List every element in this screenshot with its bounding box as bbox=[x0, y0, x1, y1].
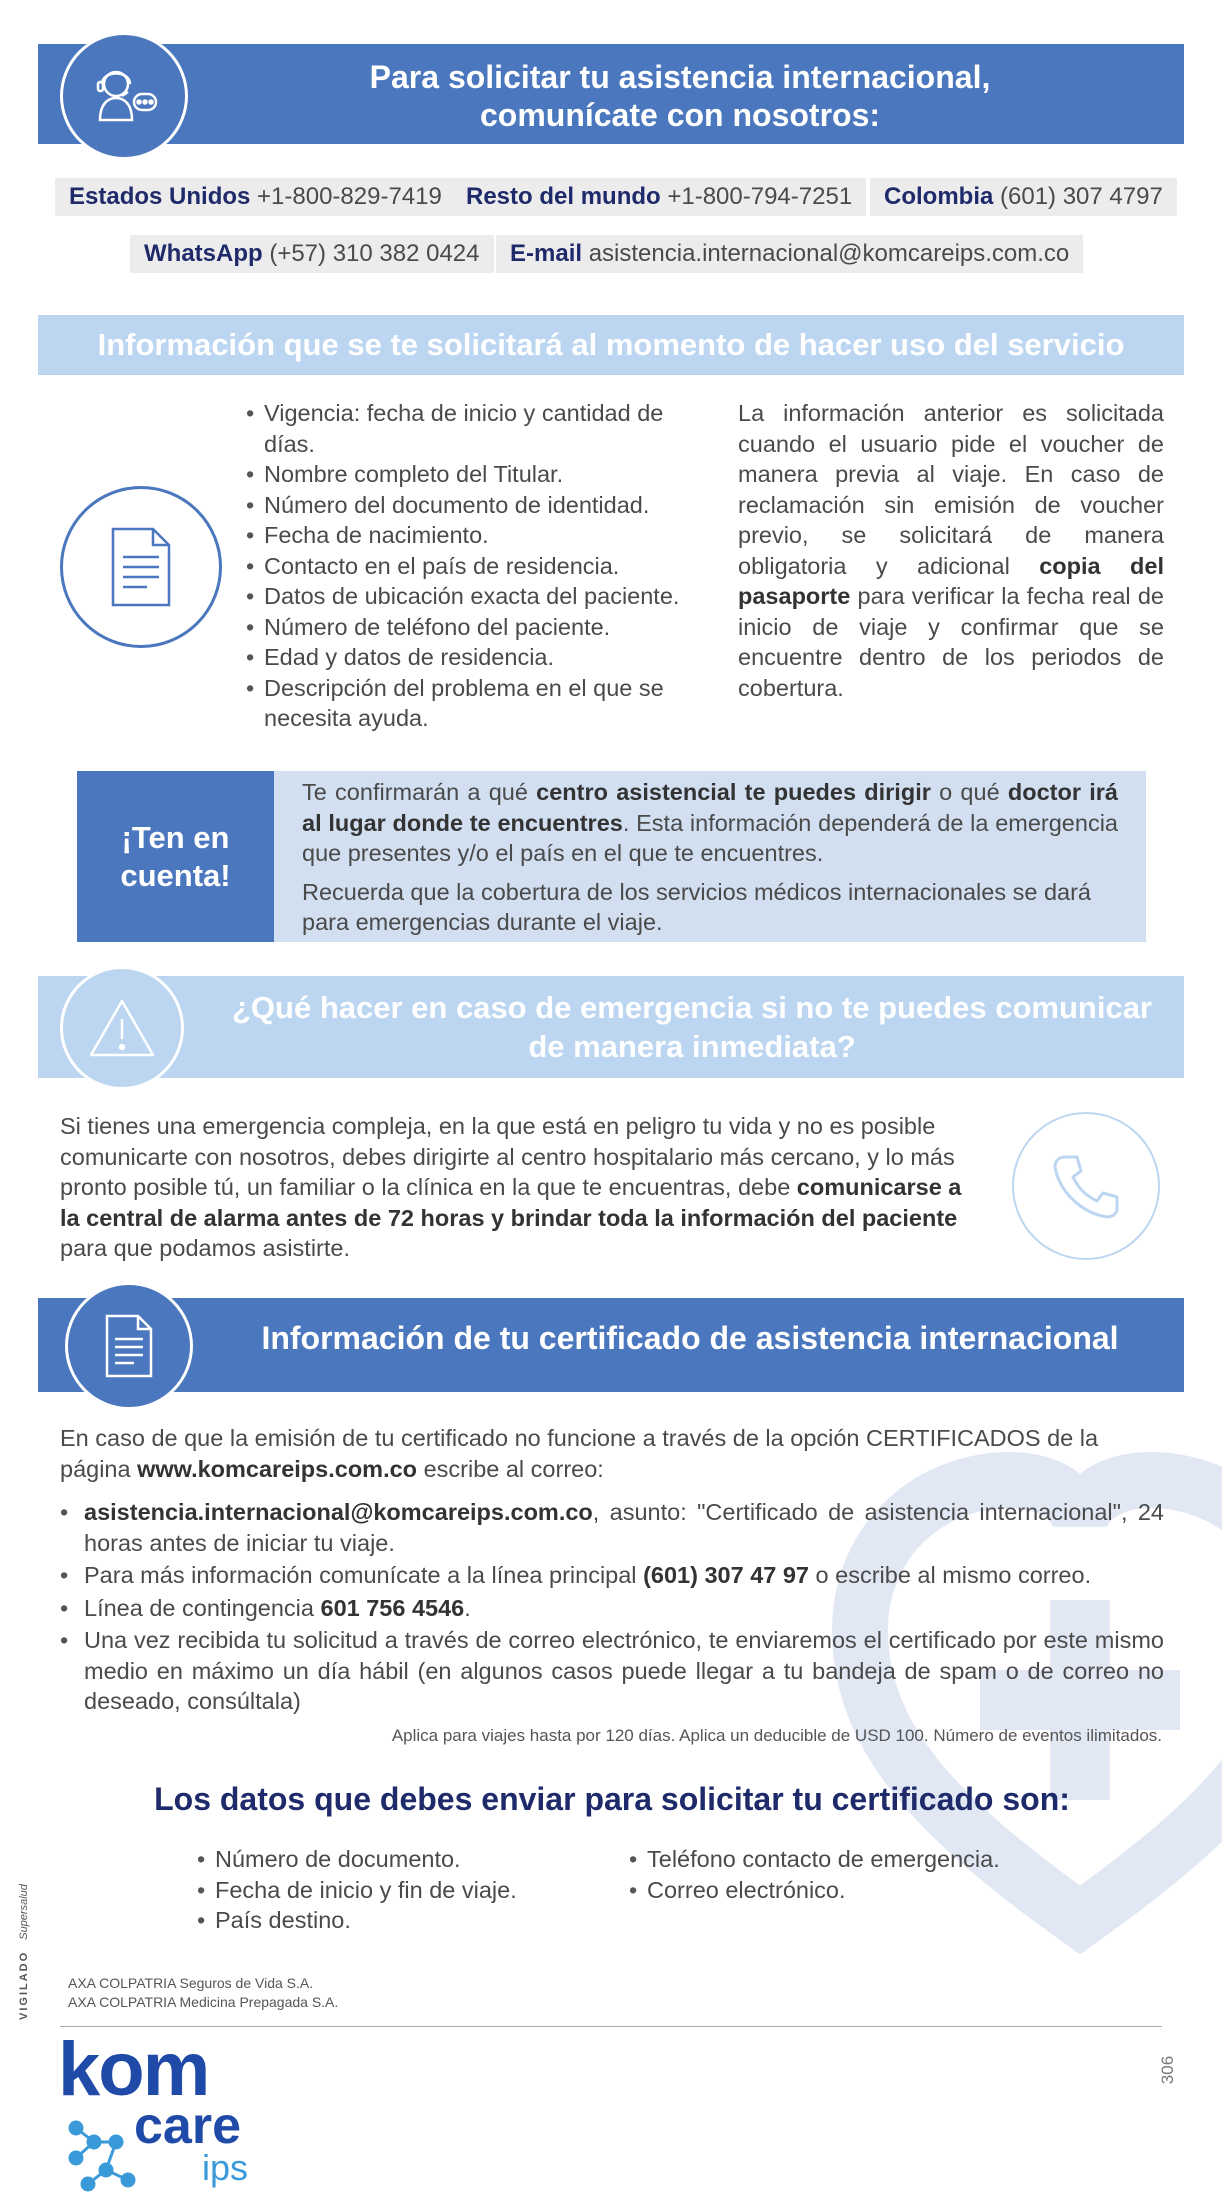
contact-world-label: Resto del mundo bbox=[466, 183, 661, 210]
certificate-b2-a: Para más información comunícate a la línea principal bbox=[84, 1562, 644, 1588]
note-p1-c: o qué bbox=[930, 779, 1008, 805]
footer-divider bbox=[60, 2026, 1162, 2027]
contact-usa-value[interactable]: +1-800-829-7419 bbox=[257, 183, 442, 210]
note-p1-b: centro asistencial te puedes dirigir bbox=[536, 779, 931, 805]
contact-email bbox=[496, 235, 1083, 273]
list-item: • Nombre completo del Titular. bbox=[246, 459, 686, 490]
certificate-b2-c: o escribe al mismo correo. bbox=[809, 1562, 1092, 1588]
phone-icon-circle bbox=[1012, 1112, 1160, 1260]
page-number: 306 bbox=[1158, 2055, 1177, 2085]
list-item: • Número de documento. bbox=[197, 1844, 597, 1875]
header-title-line1: Para solicitar tu asistencia internacional, bbox=[369, 59, 991, 95]
contact-usa bbox=[55, 178, 456, 216]
note-paragraph-1 bbox=[302, 777, 1118, 869]
contact-whatsapp-value[interactable]: (+57) 310 382 0424 bbox=[269, 240, 480, 267]
website-link[interactable]: www.komcareips.com.co bbox=[137, 1455, 418, 1482]
company-1: AXA COLPATRIA Seguros de Vida S.A. bbox=[68, 1975, 314, 1991]
emergency-text-a: Si tienes una emergencia compleja, en la que está en peligro tu vida y no es posible comunicarte con nosotros, debes dirigirte al centro hospitalario más cercano, y lo más pronto posible tú, un familiar o la clínica en la que te encuentras, debe bbox=[60, 1113, 955, 1200]
note-content-box bbox=[274, 771, 1146, 942]
header-title bbox=[180, 58, 1180, 134]
certificate-footnote: Aplica para viajes hasta por 120 días. Aplica un deducible de USD 100. Número de eventos ilimitados. bbox=[391, 1726, 1162, 1745]
list-item: • Vigencia: fecha de inicio y cantidad de días. bbox=[246, 398, 686, 459]
emergency-title bbox=[200, 988, 1184, 1066]
logo-care-text: care bbox=[134, 2097, 241, 2155]
list-item: • Una vez recibida tu solicitud a través de correo electrónico, te enviaremos el certificado por este mismo medio en máximo un día hábil (en algunos casos puede llegar a tu bandeja de spam o de correo no deseado, consúltala) bbox=[60, 1625, 1164, 1717]
list-item: • Número de teléfono del paciente. bbox=[246, 612, 686, 643]
requested-info-list bbox=[246, 398, 686, 734]
info-section-paragraph bbox=[738, 398, 1164, 703]
contact-email-value[interactable]: asistencia.internacional@komcareips.com.co bbox=[588, 240, 1070, 267]
company-2: AXA COLPATRIA Medicina Prepagada S.A. bbox=[68, 1994, 339, 2010]
document-icon bbox=[109, 525, 173, 609]
certificate-intro-a: En caso de que la emisión de tu certificado no funcione a través de la opción CERTIFICADOS de la página bbox=[60, 1425, 1099, 1482]
contact-colombia-value[interactable]: (601) 307 4797 bbox=[1000, 183, 1163, 210]
logo-kom-text: kom bbox=[58, 2027, 209, 2112]
vigilado-mark bbox=[18, 1820, 40, 2020]
emergency-title-line2: de manera inmediata? bbox=[528, 1029, 856, 1064]
note-label-box bbox=[77, 771, 274, 942]
note-label-line1: ¡Ten en bbox=[121, 819, 230, 855]
list-item bbox=[60, 1497, 1164, 1558]
footer-companies bbox=[68, 1974, 338, 2012]
list-item: • Teléfono contacto de emergencia. bbox=[629, 1844, 1069, 1875]
contact-whatsapp bbox=[130, 235, 494, 273]
list-item bbox=[60, 1593, 1164, 1624]
info-section-title: Información que se te solicitará al momento de hacer uso del servicio bbox=[97, 327, 1125, 362]
contact-colombia-label: Colombia bbox=[884, 183, 994, 210]
contact-usa-label: Estados Unidos bbox=[69, 183, 251, 210]
note-p1-a: Te confirmarán a qué bbox=[302, 779, 537, 805]
certificate-intro-c: escribe al correo: bbox=[417, 1455, 604, 1482]
list-item: • Correo electrónico. bbox=[629, 1875, 1069, 1906]
data-needed-title: Los datos que debes enviar para solicitar tu certificado son: bbox=[154, 1781, 1070, 1817]
note-label-line2: cuenta! bbox=[120, 857, 231, 893]
info-para-bold: copia del pasaporte bbox=[738, 552, 1164, 609]
note-paragraph-2: Recuerda que la cobertura de los servicios médicos internacionales se dará para emergencias durante el viaje. bbox=[302, 878, 1091, 935]
header-title-line2: comunícate con nosotros: bbox=[479, 97, 881, 133]
contact-world-value[interactable]: +1-800-794-7251 bbox=[667, 183, 853, 210]
certificate-intro bbox=[60, 1423, 1164, 1484]
main-line-number: (601) 307 47 97 bbox=[643, 1562, 809, 1588]
komcare-logo[interactable] bbox=[58, 2027, 258, 2196]
support-agent-icon bbox=[86, 58, 162, 134]
contact-email-label: E-mail bbox=[510, 240, 583, 267]
certificate-b3-a: Línea de contingencia bbox=[84, 1594, 321, 1621]
list-item: • Fecha de nacimiento. bbox=[246, 520, 686, 551]
certificate-b3-c: . bbox=[464, 1594, 471, 1621]
document-icon-circle bbox=[60, 486, 222, 648]
emergency-paragraph bbox=[60, 1111, 982, 1264]
info-para-part1: La información anterior es solicitada cuando el usuario pide el voucher de manera previa al viaje. En caso de reclamación sin emisión de voucher previo, se solicitará de manera obligatoria y adicional bbox=[738, 400, 1164, 579]
vigilado-text: VIGILADO bbox=[18, 1950, 30, 2020]
list-item: • Edad y datos de residencia. bbox=[246, 642, 686, 673]
certificate-icon-circle bbox=[65, 1282, 193, 1410]
certificate-title: Información de tu certificado de asistencia internacional bbox=[261, 1320, 1119, 1356]
info-para-part2: para verificar la fecha real de inicio de viaje y confirmar que se encuentre dentro de los periodos de cobertura. bbox=[738, 583, 1164, 701]
list-item: • País destino. bbox=[197, 1905, 597, 1936]
phone-icon bbox=[1051, 1151, 1121, 1221]
supersalud-text: Supersalud bbox=[18, 1884, 30, 1940]
contact-world bbox=[452, 178, 866, 216]
data-needed-col1 bbox=[197, 1844, 597, 1936]
logo-ips-text: ips bbox=[202, 2147, 249, 2188]
emergency-title-line1: ¿Qué hacer en caso de emergencia si no te puedes comunicar bbox=[232, 990, 1152, 1025]
contingency-line-number: 601 756 4546 bbox=[320, 1594, 465, 1621]
email-link[interactable]: asistencia.internacional@komcareips.com.co bbox=[84, 1499, 593, 1525]
contact-colombia bbox=[870, 178, 1177, 216]
warning-icon-circle bbox=[60, 966, 184, 1090]
list-item: • Número del documento de identidad. bbox=[246, 490, 686, 521]
emergency-text-c: para que podamos asistirte. bbox=[60, 1235, 350, 1261]
emergency-text-bold: comunicarse a la central de alarma antes de 72 horas y brindar toda la información del paciente bbox=[60, 1174, 962, 1231]
list-item: • Contacto en el país de residencia. bbox=[246, 551, 686, 582]
agent-icon-circle bbox=[60, 32, 188, 160]
certificate-b1-rest: , asunto: "Certificado de asistencia internacional", 24 horas antes de iniciar tu viaje. bbox=[84, 1499, 1164, 1556]
contact-whatsapp-label: WhatsApp bbox=[144, 240, 263, 267]
list-item: • Descripción del problema en el que se necesita ayuda. bbox=[246, 673, 686, 734]
certificate-list bbox=[60, 1497, 1164, 1717]
list-item: • Datos de ubicación exacta del paciente. bbox=[246, 581, 686, 612]
note-p1-d: doctor irá al lugar donde te encuentres bbox=[302, 779, 1118, 836]
list-item bbox=[60, 1560, 1164, 1591]
list-item: • Fecha de inicio y fin de viaje. bbox=[197, 1875, 597, 1906]
warning-icon bbox=[87, 997, 157, 1059]
certificate-document-icon bbox=[104, 1313, 154, 1379]
data-needed-col2 bbox=[629, 1844, 1069, 1905]
note-p1-e: . Esta información dependerá de la emergencia que presentes y/o el país en el que te encuentres. bbox=[302, 809, 1118, 866]
